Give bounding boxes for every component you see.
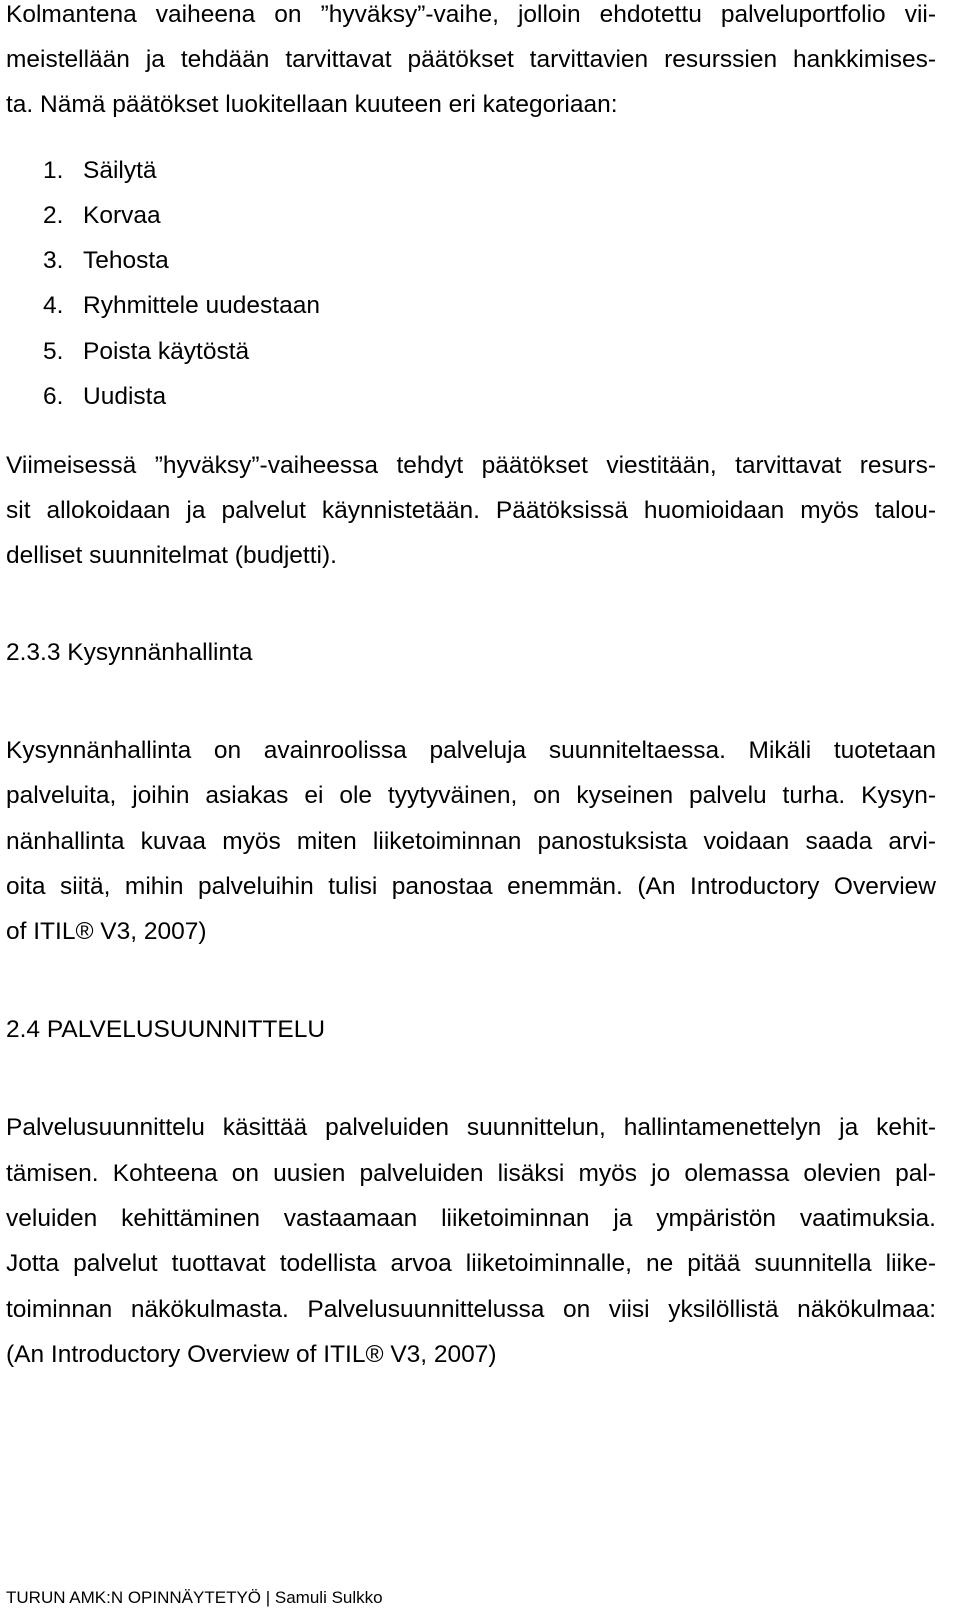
- paragraph-line: [6, 1249, 936, 1279]
- paragraph-line-text: toiminnan näkökulmasta. Palvelusuunnittelussa on viisi yksilöllistä näkökulmaa:: [6, 1296, 936, 1323]
- list-item-number: 4.: [43, 292, 64, 319]
- intro-line: [6, 45, 936, 75]
- paragraph-line: [6, 1159, 936, 1189]
- section-heading: [6, 638, 253, 668]
- section-heading-text: 2.4 PALVELUSUUNNITTELU: [6, 1016, 326, 1043]
- list-item-number: 1.: [43, 157, 64, 184]
- list-item-number: 3.: [43, 247, 64, 274]
- paragraph-line: [6, 1113, 936, 1143]
- paragraph-line-text: palveluita, joihin asiakas ei ole tyytyväinen, on kyseinen palvelu turha. Kysyn-: [6, 782, 936, 809]
- paragraph-line: [6, 736, 936, 766]
- list-item: [43, 156, 157, 186]
- list-item: [43, 291, 320, 321]
- list-item-label: Korvaa: [83, 202, 161, 229]
- intro-line-text: meistellään ja tehdään tarvittavat päätökset tarvittavien resurssien hankkimises-: [6, 46, 936, 73]
- list-item-label: Poista käytöstä: [83, 338, 250, 365]
- paragraph-line: [6, 781, 936, 811]
- section-heading: [6, 1015, 325, 1045]
- paragraph-line: [6, 541, 337, 571]
- paragraph-line-text: delliset suunnitelmat (budjetti).: [6, 542, 337, 569]
- paragraph-line: [6, 917, 207, 947]
- paragraph-line-text: Viimeisessä ”hyväksy”-vaiheessa tehdyt päätökset viestitään, tarvittavat resurs-: [6, 452, 936, 479]
- list-item-label: Ryhmittele uudestaan: [83, 292, 320, 319]
- paragraph-line-text: of ITIL® V3, 2007): [6, 918, 207, 945]
- list-item: [43, 382, 166, 412]
- intro-line-text: Kolmantena vaiheena on ”hyväksy”-vaihe, jolloin ehdotettu palveluportfolio vii-: [6, 1, 936, 28]
- footer-text: TURUN AMK:N OPINNÄYTETYÖ | Samuli Sulkko: [6, 1588, 383, 1607]
- paragraph-line: [6, 1340, 497, 1370]
- paragraph-line-text: sit allokoidaan ja palvelut käynnistetään. Päätöksissä huomioidaan myös talou-: [6, 497, 936, 524]
- section-heading-text: 2.3.3 Kysynnänhallinta: [6, 639, 253, 666]
- list-item-number: 5.: [43, 338, 64, 365]
- paragraph-line: [6, 827, 936, 857]
- paragraph-line-text: veluiden kehittäminen vastaamaan liiketoiminnan ja ympäristön vaatimuksia.: [6, 1205, 936, 1232]
- list-item-label: Uudista: [83, 383, 167, 410]
- paragraph-line: [6, 451, 936, 481]
- list-item-number: 6.: [43, 383, 64, 410]
- list-item: [43, 337, 249, 367]
- paragraph-line: [6, 872, 936, 902]
- paragraph-line: [6, 496, 936, 526]
- intro-line-text: ta. Nämä päätökset luokitellaan kuuteen eri kategoriaan:: [6, 91, 618, 118]
- page-footer: [6, 1588, 383, 1608]
- list-item: [43, 246, 169, 276]
- paragraph-line-text: tämisen. Kohteena on uusien palveluiden lisäksi myös jo olemassa olevien pal-: [6, 1160, 936, 1187]
- list-item-label: Tehosta: [83, 247, 169, 274]
- intro-line: [6, 90, 618, 120]
- list-item-label: Säilytä: [83, 157, 157, 184]
- intro-line: [6, 0, 936, 30]
- paragraph-line-text: (An Introductory Overview of ITIL® V3, 2007): [6, 1341, 497, 1368]
- paragraph-line: [6, 1204, 936, 1234]
- list-item: [43, 201, 161, 231]
- paragraph-line: [6, 1295, 936, 1325]
- paragraph-line-text: Kysynnänhallinta on avainroolissa palveluja suunniteltaessa. Mikäli tuotetaan: [6, 737, 936, 764]
- paragraph-line-text: Jotta palvelut tuottavat todellista arvoa liiketoiminnalle, ne pitää suunnitella liike-: [6, 1250, 936, 1277]
- paragraph-line-text: nänhallinta kuvaa myös miten liiketoiminnan panostuksista voidaan saada arvi-: [6, 828, 936, 855]
- paragraph-line-text: Palvelusuunnittelu käsittää palveluiden suunnittelun, hallintamenettelyn ja kehit-: [6, 1114, 936, 1141]
- paragraph-line-text: oita siitä, mihin palveluihin tulisi panostaa enemmän. (An Introductory Overview: [6, 873, 936, 900]
- list-item-number: 2.: [43, 202, 64, 229]
